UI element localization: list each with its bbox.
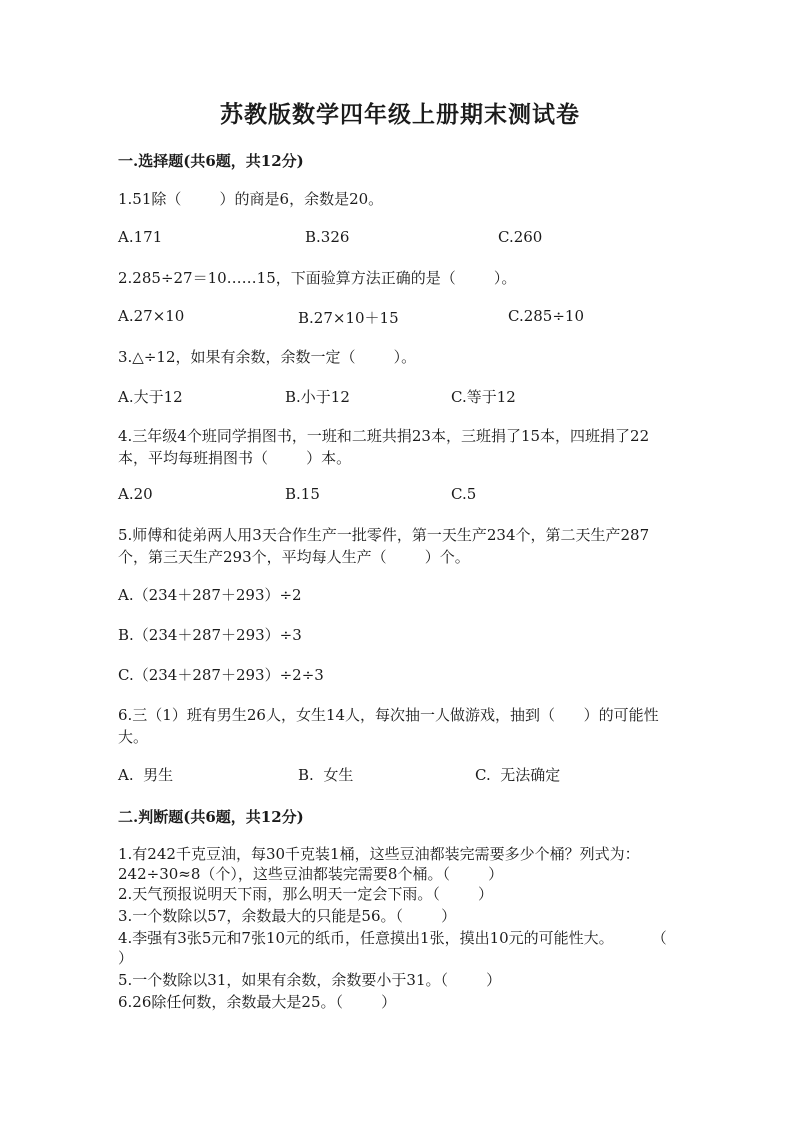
question-5: 5.师傅和徒弟两人用3天合作生产一批零件，第一天生产234个，第二天生产287个，第三天生产293个，平均每人生产（ ）个。 <box>118 526 650 566</box>
q6-option-a: A. 男生 <box>118 766 174 784</box>
q4-option-a: A.20 <box>118 485 153 503</box>
q2-option-c: C.285÷10 <box>508 307 584 325</box>
q1-option-a: A.171 <box>118 228 163 246</box>
q2-option-b: B.27×10＋15 <box>298 309 399 327</box>
q6-option-c: C. 无法确定 <box>475 766 561 784</box>
judgement-item-5: 5.一个数除以31，如果有余数，余数要小于31。（ ） <box>118 971 502 989</box>
section-heading-choice: 一.选择题(共6题，共12分) <box>118 152 304 170</box>
page-title: 苏教版数学四年级上册期末测试卷 <box>220 101 580 128</box>
question-4: 4.三年级4个班同学捐图书，一班和二班共捐23本，三班捐了15本，四班捐了22本，平均每班捐图书（ ）本。 <box>118 427 650 467</box>
judgement-item-2: 2.天气预报说明天下雨，那么明天一定会下雨。（ ） <box>118 885 493 903</box>
question-6: 6.三（1）班有男生26人，女生14人，每次抽一人做游戏，抽到（ ）的可能性大。 <box>118 706 659 746</box>
q1-option-b: B.326 <box>305 228 350 246</box>
q6-option-b: B. 女生 <box>298 766 354 784</box>
q2-option-a: A.27×10 <box>118 307 185 325</box>
q5-option-b: B.（234＋287＋293）÷3 <box>118 626 302 644</box>
q5-option-a: A.（234＋287＋293）÷2 <box>118 586 302 604</box>
q3-option-c: C.等于12 <box>451 388 516 406</box>
judgement-item-3: 3.一个数除以57，余数最大的只能是56。（ ） <box>118 907 457 925</box>
section-heading-judgement: 二.判断题(共6题，共12分) <box>118 808 304 826</box>
q4-option-c: C.5 <box>451 485 477 503</box>
question-1: 1.51除（ ）的商是6，余数是20。 <box>118 190 384 208</box>
q4-option-b: B.15 <box>285 485 320 503</box>
judgement-item-6: 6.26除任何数，余数最大是25。（ ） <box>118 993 397 1011</box>
q3-option-a: A.大于12 <box>118 388 183 406</box>
judgement-item-4: 4.李强有3张5元和7张10元的纸币，任意摸出1张，摸出10元的可能性大。 （ ） <box>118 929 705 967</box>
q3-option-b: B.小于12 <box>285 388 350 406</box>
q5-option-c: C.（234＋287＋293）÷2÷3 <box>118 666 324 684</box>
question-2: 2.285÷27＝10……15，下面验算方法正确的是（ ）。 <box>118 269 517 287</box>
question-3: 3.△÷12，如果有余数，余数一定（ ）。 <box>118 348 417 366</box>
q1-option-c: C.260 <box>498 228 543 246</box>
judgement-item-1: 1.有242千克豆油，每30千克装1桶，这些豆油都装完需要多少个桶？列式为：242÷30≈8（个），这些豆油都装完需要8个桶。（ ） <box>118 845 640 883</box>
